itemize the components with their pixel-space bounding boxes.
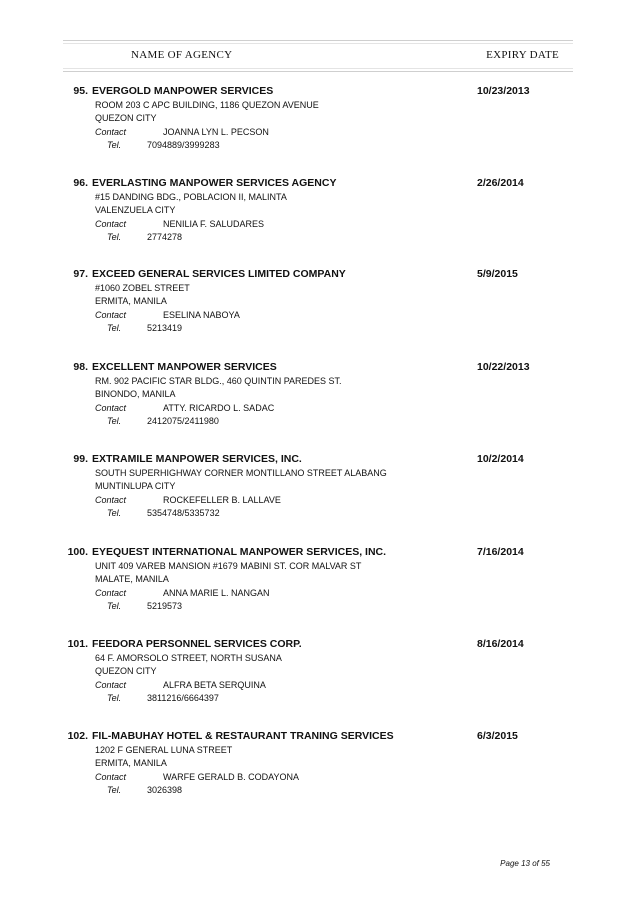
table-header bbox=[63, 40, 573, 72]
contact-label: Contact bbox=[95, 219, 127, 229]
tel-label: Tel. bbox=[107, 508, 122, 518]
expiry-date: 2/26/2014 bbox=[477, 177, 524, 189]
agency-entry bbox=[0, 85, 638, 165]
agency-entry bbox=[0, 268, 638, 348]
tel-number: 5213419 bbox=[147, 323, 183, 333]
expiry-date: 10/22/2013 bbox=[477, 361, 530, 373]
agency-name: EXCELLENT MANPOWER SERVICES bbox=[92, 361, 277, 373]
address-line-2: QUEZON CITY bbox=[95, 113, 157, 123]
address-line-2: ERMITA, MANILA bbox=[95, 758, 167, 768]
contact-person: ESELINA NABOYA bbox=[163, 310, 240, 320]
address-line-2: BINONDO, MANILA bbox=[95, 389, 176, 399]
agency-name: FEEDORA PERSONNEL SERVICES CORP. bbox=[92, 638, 302, 650]
address-line-2: QUEZON CITY bbox=[95, 666, 157, 676]
address-line-1: 1202 F GENERAL LUNA STREET bbox=[95, 745, 233, 755]
address-line-2: MUNTINLUPA CITY bbox=[95, 481, 176, 491]
tel-label: Tel. bbox=[107, 416, 122, 426]
expiry-date: 7/16/2014 bbox=[477, 546, 524, 558]
agency-name: EXTRAMILE MANPOWER SERVICES, INC. bbox=[92, 453, 302, 465]
address-line-1: ROOM 203 C APC BUILDING, 1186 QUEZON AVENUE bbox=[95, 100, 319, 110]
tel-number: 5219573 bbox=[147, 601, 183, 611]
expiry-date: 8/16/2014 bbox=[477, 638, 524, 650]
contact-label: Contact bbox=[95, 495, 127, 505]
contact-label: Contact bbox=[95, 680, 127, 690]
agency-entry bbox=[0, 730, 638, 810]
contact-person: ROCKEFELLER B. LALLAVE bbox=[163, 495, 281, 505]
agency-entry bbox=[0, 177, 638, 257]
tel-number: 3811216/6664397 bbox=[147, 693, 219, 703]
address-line-1: #1060 ZOBEL STREET bbox=[95, 283, 190, 293]
tel-number: 7094889/3999283 bbox=[147, 140, 220, 150]
contact-person: ANNA MARIE L. NANGAN bbox=[163, 588, 270, 598]
agency-entry bbox=[0, 453, 638, 533]
tel-number: 2774278 bbox=[147, 232, 183, 242]
address-line-1: 64 F. AMORSOLO STREET, NORTH SUSANA bbox=[95, 653, 282, 663]
address-line-1: RM. 902 PACIFIC STAR BLDG., 460 QUINTIN PAREDES ST. bbox=[95, 376, 342, 386]
entry-number: 101. bbox=[67, 638, 88, 650]
entry-number: 97. bbox=[73, 268, 88, 280]
agency-entry bbox=[0, 361, 638, 441]
contact-person: ATTY. RICARDO L. SADAC bbox=[163, 403, 275, 413]
expiry-date-heading: EXPIRY DATE bbox=[486, 49, 559, 61]
contact-person: JOANNA LYN L. PECSON bbox=[163, 127, 269, 137]
entry-number: 98. bbox=[73, 361, 88, 373]
expiry-date: 5/9/2015 bbox=[477, 268, 518, 280]
tel-label: Tel. bbox=[107, 785, 122, 795]
contact-label: Contact bbox=[95, 403, 127, 413]
agency-name: EXCEED GENERAL SERVICES LIMITED COMPANY bbox=[92, 268, 346, 280]
expiry-date: 10/2/2014 bbox=[477, 453, 524, 465]
tel-label: Tel. bbox=[107, 232, 122, 242]
agency-name: EYEQUEST INTERNATIONAL MANPOWER SERVICES, INC. bbox=[92, 546, 387, 558]
tel-label: Tel. bbox=[107, 140, 122, 150]
contact-label: Contact bbox=[95, 588, 127, 598]
contact-person: ALFRA BETA SERQUINA bbox=[163, 680, 266, 690]
contact-label: Contact bbox=[95, 772, 127, 782]
contact-person: WARFE GERALD B. CODAYONA bbox=[163, 772, 300, 782]
address-line-1: UNIT 409 VAREB MANSION #1679 MABINI ST. COR MALVAR ST bbox=[95, 561, 362, 571]
address-line-1: SOUTH SUPERHIGHWAY CORNER MONTILLANO STREET ALABANG bbox=[95, 468, 387, 478]
address-line-2: VALENZUELA CITY bbox=[95, 205, 176, 215]
tel-label: Tel. bbox=[107, 323, 122, 333]
page-number: Page 13 of 55 bbox=[500, 859, 550, 868]
tel-label: Tel. bbox=[107, 693, 122, 703]
expiry-date: 6/3/2015 bbox=[477, 730, 518, 742]
name-of-agency-heading: NAME OF AGENCY bbox=[131, 49, 233, 61]
expiry-date: 10/23/2013 bbox=[477, 85, 530, 97]
address-line-2: MALATE, MANILA bbox=[95, 574, 169, 584]
agency-entry bbox=[0, 546, 638, 626]
entry-number: 100. bbox=[67, 546, 88, 558]
tel-number: 3026398 bbox=[147, 785, 183, 795]
agency-name: EVERGOLD MANPOWER SERVICES bbox=[92, 85, 274, 97]
tel-number: 2412075/2411980 bbox=[147, 416, 219, 426]
tel-number: 5354748/5335732 bbox=[147, 508, 220, 518]
tel-label: Tel. bbox=[107, 601, 122, 611]
address-line-2: ERMITA, MANILA bbox=[95, 296, 167, 306]
entry-number: 99. bbox=[73, 453, 88, 465]
agency-entry bbox=[0, 638, 638, 718]
address-line-1: #15 DANDING BDG., POBLACION II, MALINTA bbox=[95, 192, 287, 202]
contact-label: Contact bbox=[95, 127, 127, 137]
contact-label: Contact bbox=[95, 310, 127, 320]
agency-name: FIL-MABUHAY HOTEL & RESTAURANT TRANING SERVICES bbox=[92, 730, 394, 742]
contact-person: NENILIA F. SALUDARES bbox=[163, 219, 265, 229]
agency-name: EVERLASTING MANPOWER SERVICES AGENCY bbox=[92, 177, 337, 189]
entry-number: 96. bbox=[73, 177, 88, 189]
entry-number: 102. bbox=[67, 730, 88, 742]
entry-number: 95. bbox=[73, 85, 88, 97]
